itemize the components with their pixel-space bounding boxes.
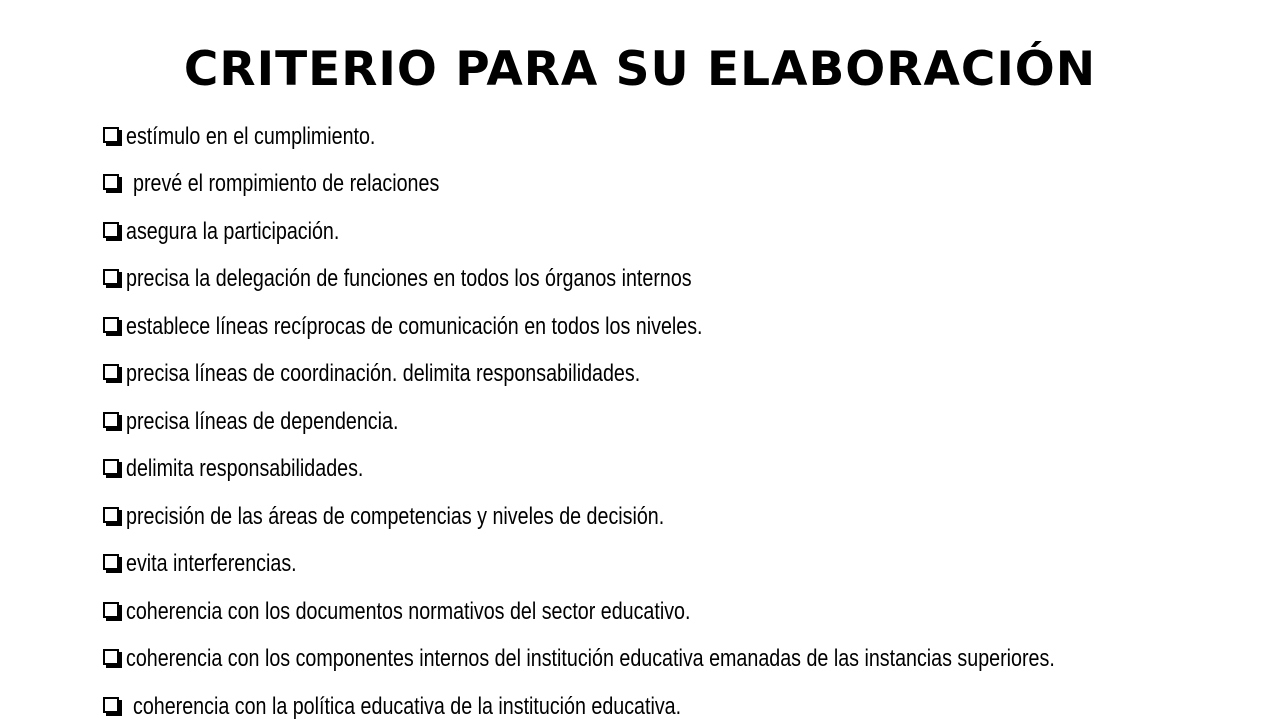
bullet-text: precisa líneas de dependencia. [126, 407, 399, 435]
bullet-text: prevé el rompimiento de relaciones [133, 170, 440, 198]
checkbox-bullet-icon [103, 507, 119, 523]
bullet-text: establece líneas recíprocas de comunicación en todos los niveles. [126, 312, 703, 340]
bullet-item [103, 493, 1273, 541]
checkbox-bullet-icon [103, 412, 119, 428]
bullet-item [103, 446, 1273, 494]
bullet-list [103, 113, 1273, 720]
checkbox-bullet-icon [103, 174, 119, 190]
bullet-text: precisión de las áreas de competencias y niveles de decisión. [126, 502, 665, 530]
bullet-text: coherencia con los documentos normativos del sector educativo. [126, 597, 691, 625]
bullet-text: estímulo en el cumplimiento. [126, 122, 376, 150]
bullet-text: evita interferencias. [126, 550, 297, 578]
checkbox-bullet-icon [103, 364, 119, 380]
checkbox-bullet-icon [103, 222, 119, 238]
bullet-item [103, 588, 1273, 636]
bullet-text: delimita responsabilidades. [126, 455, 364, 483]
bullet-item [103, 256, 1273, 304]
bullet-item [103, 541, 1273, 589]
bullet-item [103, 351, 1273, 399]
bullet-text: asegura la participación. [126, 217, 340, 245]
bullet-text: coherencia con la política educativa de la institución educativa. [133, 692, 682, 720]
checkbox-bullet-icon [103, 127, 119, 143]
bullet-item [103, 683, 1273, 720]
checkbox-bullet-icon [103, 649, 119, 665]
checkbox-bullet-icon [103, 697, 119, 713]
bullet-item [103, 208, 1273, 256]
bullet-item [103, 398, 1273, 446]
checkbox-bullet-icon [103, 459, 119, 475]
checkbox-bullet-icon [103, 317, 119, 333]
checkbox-bullet-icon [103, 602, 119, 618]
bullet-text: coherencia con los componentes internos del institución educativa emanadas de las instancias superiores. [126, 645, 1055, 673]
bullet-text: precisa líneas de coordinación. delimita responsabilidades. [126, 360, 641, 388]
slide-title: CRITERIO PARA SU ELABORACIÓN [183, 42, 1097, 97]
checkbox-bullet-icon [103, 269, 119, 285]
bullet-item [103, 113, 1273, 161]
bullet-item [103, 161, 1273, 209]
checkbox-bullet-icon [103, 554, 119, 570]
bullet-item [103, 636, 1273, 684]
bullet-item [103, 303, 1273, 351]
bullet-text: precisa la delegación de funciones en todos los órganos internos [126, 265, 692, 293]
